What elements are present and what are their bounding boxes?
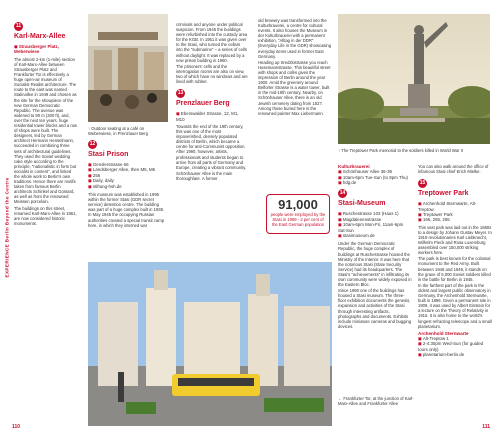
location-icon: ◼ [338,211,342,217]
clock-icon: ◼ [338,222,342,228]
section-title: Prenzlauer Berg [176,100,230,108]
web-icon: ◼ [338,179,342,185]
section-body-2: The park is best known for the colossal monument to the Red Army. Built between 1946 and 1949, it stands on the grave of 5,000 Soviet soldiers killed in the battle for Berlin in 1945. [418,256,491,282]
column-treptower [418,164,492,357]
kultur-title: Kulturbrauerei [338,164,370,169]
section-body: This museum was established in 1995 within the former Stasi (GDR secret service) detention centre. The building was part of a huge complex built in 1938. In May 1945 the occupying Russian authorities created a special transit camp here, in which they interned war [88,192,165,228]
column-col4 [258,18,332,117]
bus-icon: ◼ [418,217,422,223]
caption-arrow-icon: ↑ [338,148,341,153]
web-info [88,184,166,189]
clock-icon: ◼ [338,174,342,180]
transit-text-2: Treptower Park [422,212,453,217]
ubahn-icon: ◼ [88,167,92,173]
ubahn-icon: ◼ [176,111,180,117]
location-icon: ◼ [338,169,342,175]
section-title: Treptower Park [418,190,469,198]
clock-icon: ◼ [418,341,422,347]
section-body-top: You can also walk around the office of infamous Stasi chief Erich Mielke. [418,164,489,175]
section-badge: 13 [177,90,184,97]
web-icon: ◼ [418,352,422,357]
column-prenzlauer [176,22,248,182]
bus-text: 256 [92,172,101,178]
hours-text: 10am-6pm Tue-Sun (to 8pm Thu) [342,174,408,180]
section-body: Towards the end of the 19th century, this was one of the most impoverished, densely populated districts of Berlin, which became a centre for anti-Communist opposition. After 1990, however, artists, professionals and students began to arrive from all parts of Germany and Europe, creating a vibrant community. [176,123,247,170]
location-icon: ◼ [418,201,422,207]
hours-text: Daily, daily [92,178,114,184]
sub-hours-text: 2-4:30pm Wed-Sun (for guided tours only) [418,341,484,352]
web-icon: ◼ [338,232,342,238]
section-body: The almost 2-km (1-mile) section of Karl-Marx-Allee between Strausberger Platz and Frankfurter Tor is effectively a huge open-air museum of Socialist Realist architecture. The route to the east was named Stalinallee in 1949 and chosen as the site for the showpiece of the new German Democratic Republic. The avenue was widened to 90 m (300 ft), and, over the next ten years, huge residential tower blocks and a row of shops were built. The designers, led by German architect Hermann Henselmann, succeeded in combining three sets of architectural guidelines. They used the Soviet wedding cake style according to the principle, "nationalistic in form but socialist in content", and linked the whole work to Berlin's own traditions. Hence there are motifs taken from famous Berlin architects Schinkel and Gontard, as well as from the renowned Meissen porcelain. [14,56,78,205]
section-title: Karl-Marx-Allee [14,33,66,40]
web-text: hdg.de [342,179,357,185]
caption-arrow-icon: ↑ [88,126,91,131]
section-body-top: criminals and anyone under political suspicion. From 1946 the buildings were refurbished into the custody area for the KGB. In 1951 it was given over to the Stasi, who turned the cellars into the "submarine" – a series of cells without daylight. It was replaced by a new prison building in 1960. [176,22,248,63]
section-body-top: old brewery was transformed into the Kulturbrauerei, a centre for cultural events. It also houses the Museum in der Kulturbrauerei with a permanent exhibition, "Alltag in der DDR" (Everyday Life in the GDR) showcasing everyday items used in former East Germany. [258,18,332,59]
section-body-2: Since 1990 one of the buildings has housed a Stasi museum. The three-floor exhibition documents the genesis, expansion and activities of the Stasi through interesting artifacts, photographs and documents. Exhibits include miniature cameras and bugging devices. [338,288,412,329]
transit-text: Eberswalder Strasse, 12, M1, M10 [176,111,239,122]
hours-info [338,222,412,233]
section-badge: 15 [419,180,426,187]
section-title: Stasi Prison [88,151,129,158]
sub-title: Archenhold Sternwarte [418,330,469,336]
column-karl-marx [14,22,78,227]
column-stasi-prison [88,140,166,229]
sub-hours [418,341,492,352]
web-text: stasimuseum.de [342,232,375,238]
section-body-top-2: Heading up Sredzkistrasse you reach Husemannstrasse. This beautiful street with shops and cafés gives the impression of Berlin around the year 1900. Amid the greenery around Belforter Strasse is a water tower, built in the mid-19th century. Nearby, on Schönhauser Allee, there is an old Jewish cemetery dating from 1827. Among those buried here is the renowned painter Max Liebermann. [258,59,331,116]
frankfurter-tor-illustration [88,262,332,426]
transit-text: Landsberger Allee, then M5, M6 [92,167,156,173]
hours-text: 10am-6pm Mon-Fri, 11am-6pm Sat-Sun [338,222,404,233]
section-body: Under the German Democratic Republic, the huge complex of buildings at Ruschestrasse housed the Ministry of the Interior. It was here that the notorious Stasi (State Security Service) had its headquarters. The Stasi's "achievements" in infiltrating its own community were widely exposed in the Eastern Bloc. [338,241,412,288]
frankfurter-tor-photo [88,262,332,426]
bus-text: 166, 265, 265 [422,217,450,223]
caption-arrow-icon: ← [338,396,343,401]
transit-text: Archenhold Sternwarte, Alt-Treptow [418,201,477,212]
ubahn-icon: ◼ [14,44,18,49]
caption-text: Frankfurter Tor, at the junction of Karl-Marx-Allee and Frankfurter Allee [338,396,414,407]
callout-text: people were employed by the Stasi in 1989 - 2 per cent of the East German population [270,212,326,227]
web-icon: ◼ [88,183,92,189]
address-text: Ruschestrasse 103 (Haus 1) [342,211,399,217]
sub-web-text: planetarium-berlin.de [422,352,465,357]
section-badge: 11 [15,23,22,29]
cafe-caption [88,126,166,136]
sidebar [0,0,8,434]
stasi-callout [266,194,330,234]
location-icon: ◼ [88,162,92,167]
location-icon: ◼ [418,335,422,341]
ubahn-icon: ◼ [338,216,342,222]
transit-info [176,111,248,122]
section-body-2: The buildings on this street, renamed Karl-Marx-Allee in 1961, are now considered historic monuments. [14,205,77,226]
monument-photo [338,14,490,144]
page-number-right: 111 [482,424,490,430]
bus-icon: ◼ [88,172,92,178]
sub-web [418,352,492,357]
caption-text: Outdoor seating at a café on Weberwiese, in Prenzlauer Berg [88,126,148,137]
clock-icon: ◼ [88,178,92,184]
transit-text: Magdalenenstrasse [342,216,382,222]
transit-info [14,44,78,55]
caption-text: The Treptower Park memorial to the soldiers killed in World War II [341,148,463,153]
web-info [338,233,412,238]
transit-text: Strausberger Platz, Weberwiese [14,44,59,55]
sidebar-label: EXPERIENCE Berlin Beyond the Centre [4,177,10,278]
section-badge: 14 [339,190,346,197]
section-title: Stasi-Museum [338,200,386,208]
callout-number: 91,000 [278,197,318,212]
monument-caption [338,148,488,153]
cafe-photo-illustration [88,14,168,122]
cafe-photo [88,14,168,122]
section-body-3: In the farthest part of the park is the oldest and largest public observatory in Germany, the Archenhold Sternwarte, built in 1896. Given a permanent site in 1909, it was used by Albert Einstein for a lecture on the Theory of Relativity in 1915. It is also home to the world's longest refracting telescope and a small planetarium. [418,282,492,329]
sbahn-icon: ◼ [418,212,422,217]
address-text: Genslerstrasse 66 [92,162,129,167]
bus-info [418,217,492,222]
address-text: Schönhauser Allee 36-39 [342,169,392,175]
section-body-top-2: The prisoners' cells and the interrogation rooms are also on view, two of which have no windows and are lined with rubber. [176,63,248,85]
section-body: This vast park was laid out in the 1860s to a design by Johann Gustav Meyer. In 1919 revolutionaries Karl Liebknecht, Wilhelm Pieck and Rosa Luxemburg assembled over 150,000 striking workers here. [418,224,492,256]
page-number-left: 110 [12,424,21,430]
column-kultur-museum [338,164,412,330]
section-body-2: Schönhauser Allee is the main thoroughfare. A former [176,170,233,181]
frankfurter-tor-caption [338,396,414,406]
section-badge: 12 [89,141,96,147]
transit-info [418,201,492,212]
web-text: stiftung-hsh.de [92,183,122,189]
monument-illustration [338,14,490,144]
sub-address-text: Alt-Treptow 1 [422,335,449,341]
